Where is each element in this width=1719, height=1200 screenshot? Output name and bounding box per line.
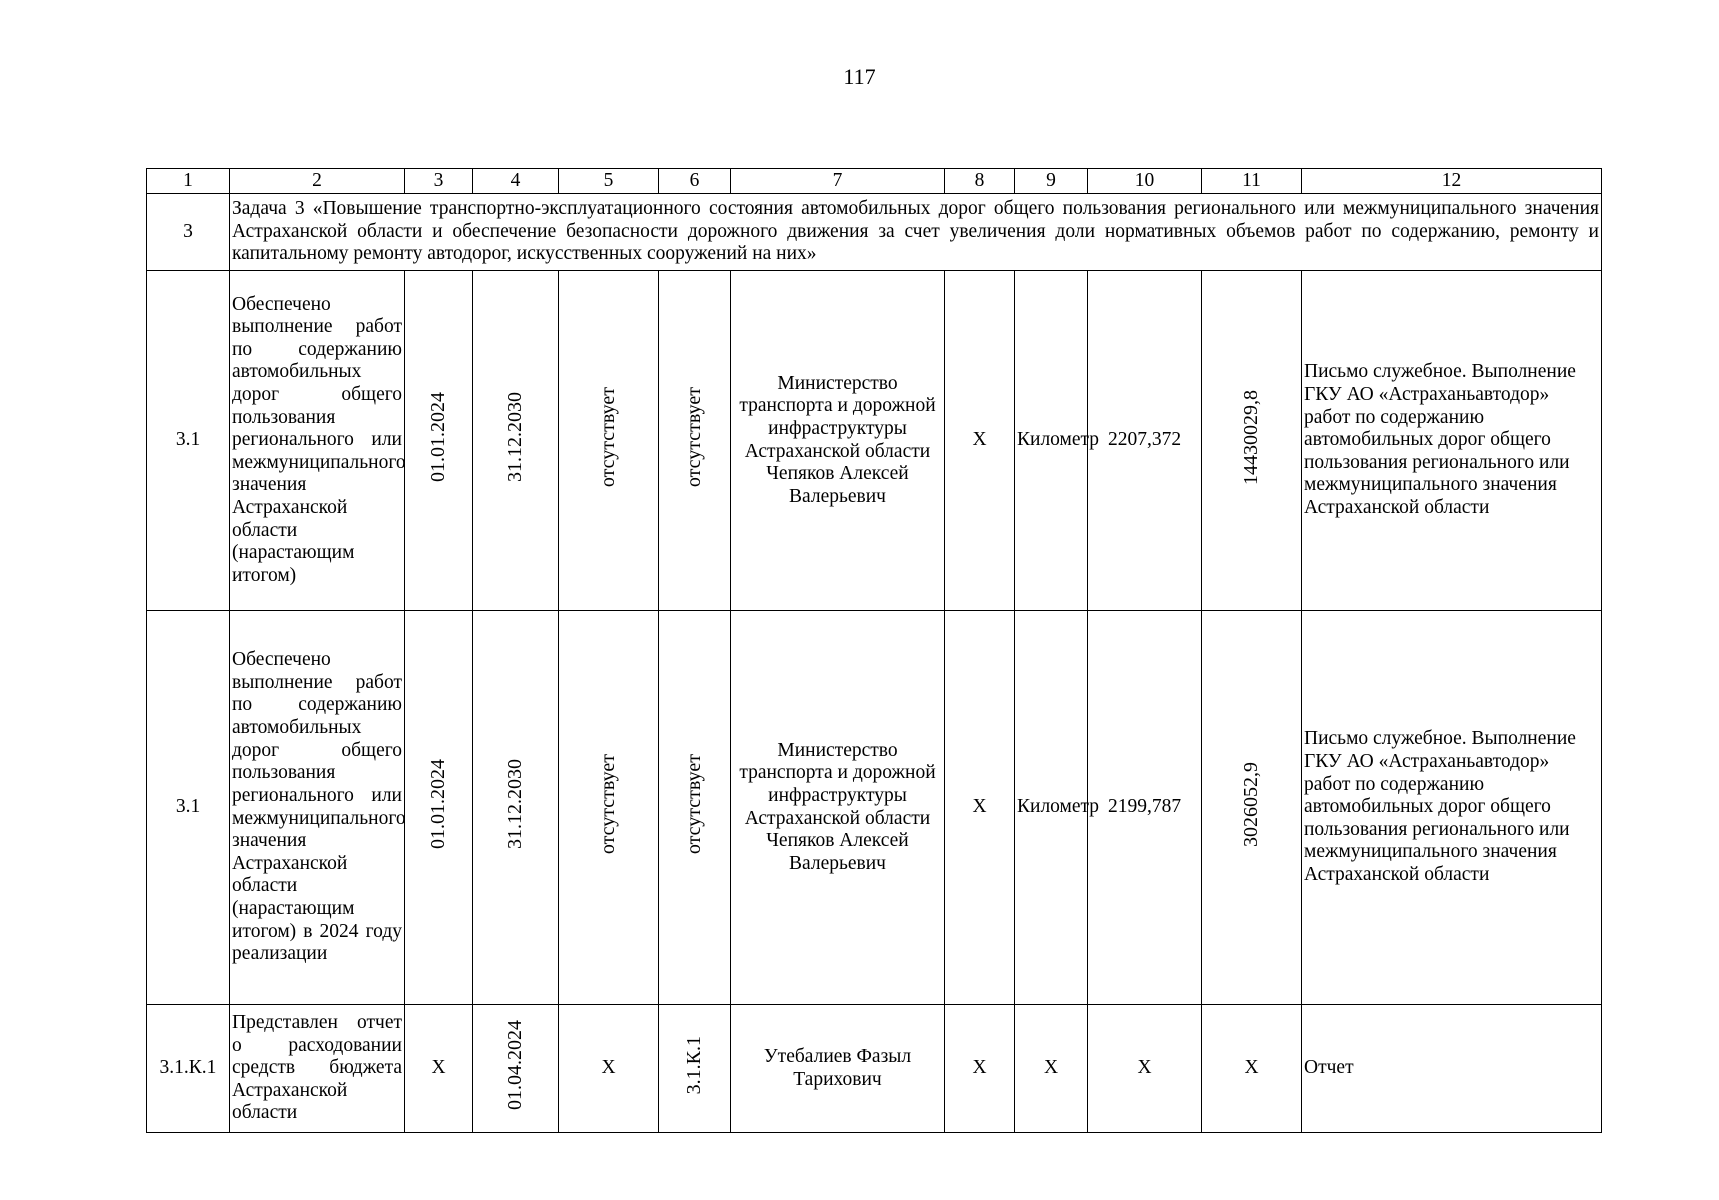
column-number: 6	[659, 169, 731, 194]
start-date-cell	[405, 271, 473, 611]
plan-table	[146, 168, 1602, 1133]
table-row	[147, 271, 1602, 611]
budget-value: 3026052,9	[1239, 761, 1262, 847]
column-5-value: Х	[559, 1005, 659, 1133]
row-number: 3.1	[147, 611, 230, 1005]
column-8-value: Х	[945, 611, 1015, 1005]
column-number: 4	[473, 169, 559, 194]
task-row	[147, 194, 1602, 271]
column-number: 7	[731, 169, 945, 194]
unit: Километр	[1015, 611, 1088, 1005]
document: Письмо служебное. Выполнение ГКУ АО «Астраханьавтодор» работ по содержанию автомобильных дорог общего пользования регионального или межмуниципального значения Астраханской области	[1302, 271, 1602, 611]
result-name: Обеспечено выполнение работ по содержанию автомобильных дорог общего пользования регионального или межмуниципального значения Астраханской области (нарастающим итогом) в 2024 году реализации	[230, 611, 405, 1005]
end-date-cell	[473, 271, 559, 611]
budget-value: Х	[1202, 1005, 1302, 1133]
column-6-value: 3.1.К.1	[682, 1036, 705, 1095]
result-name: Обеспечено выполнение работ по содержанию автомобильных дорог общего пользования регионального или межмуниципального значения Астраханской области (нарастающим итогом)	[230, 271, 405, 611]
column-6-cell	[659, 271, 731, 611]
column-5-cell	[559, 611, 659, 1005]
document: Письмо служебное. Выполнение ГКУ АО «Астраханьавтодор» работ по содержанию автомобильных дорог общего пользования регионального или межмуниципального значения Астраханской области	[1302, 611, 1602, 1005]
column-number: 11	[1202, 169, 1302, 194]
indicator-value: 2207,372	[1088, 271, 1202, 611]
end-date: 31.12.2030	[503, 392, 526, 483]
column-5-cell	[559, 271, 659, 611]
end-date-cell	[473, 611, 559, 1005]
indicator-value: 2199,787	[1088, 611, 1202, 1005]
column-6-cell	[659, 611, 731, 1005]
budget-value: 14430029,8	[1239, 389, 1262, 485]
responsible: Утебалиев Фазыл Тарихович	[731, 1005, 945, 1133]
column-8-value: Х	[945, 1005, 1015, 1133]
indicator-value: Х	[1088, 1005, 1202, 1133]
table-row	[147, 1005, 1602, 1133]
column-number: 1	[147, 169, 230, 194]
budget-cell	[1202, 271, 1302, 611]
column-6-value: отсутствует	[682, 387, 705, 488]
responsible: Министерство транспорта и дорожной инфраструктуры Астраханской области Чепяков Алексей Валерьевич	[731, 611, 945, 1005]
end-date: 01.04.2024	[503, 1020, 526, 1111]
column-number: 5	[559, 169, 659, 194]
start-date: Х	[405, 1005, 473, 1133]
row-number: 3.1.К.1	[147, 1005, 230, 1133]
start-date-cell	[405, 611, 473, 1005]
unit: Километр	[1015, 271, 1088, 611]
column-5-value: отсутствует	[596, 387, 619, 488]
column-number: 10	[1088, 169, 1202, 194]
start-date: 01.01.2024	[426, 759, 449, 850]
result-name: Представлен отчет о расходовании средств бюджета Астраханской области	[230, 1005, 405, 1133]
row-number: 3.1	[147, 271, 230, 611]
document: Отчет	[1302, 1005, 1602, 1133]
column-number: 12	[1302, 169, 1602, 194]
column-6-cell	[659, 1005, 731, 1133]
column-number: 2	[230, 169, 405, 194]
end-date: 31.12.2030	[503, 759, 526, 850]
unit: Х	[1015, 1005, 1088, 1133]
task-number: 3	[147, 194, 230, 271]
column-8-value: Х	[945, 271, 1015, 611]
budget-cell	[1202, 611, 1302, 1005]
column-number: 9	[1015, 169, 1088, 194]
start-date: 01.01.2024	[426, 392, 449, 483]
end-date-cell	[473, 1005, 559, 1133]
column-5-value: отсутствует	[596, 754, 619, 855]
column-number-row	[147, 169, 1602, 194]
page-number: 117	[843, 64, 876, 89]
responsible: Министерство транспорта и дорожной инфраструктуры Астраханской области Чепяков Алексей Валерьевич	[731, 271, 945, 611]
table-row	[147, 611, 1602, 1005]
task-text: Задача 3 «Повышение транспортно-эксплуатационного состояния автомобильных дорог общего пользования регионального или межмуниципального значения Астраханской области и обеспечение безопасности дорожного движения за счет увеличения доли нормативных объемов работ по содержанию, ремонту и капитальному ремонту автодорог, искусственных сооружений на них»	[230, 194, 1602, 271]
column-number: 3	[405, 169, 473, 194]
column-number: 8	[945, 169, 1015, 194]
column-6-value: отсутствует	[682, 754, 705, 855]
